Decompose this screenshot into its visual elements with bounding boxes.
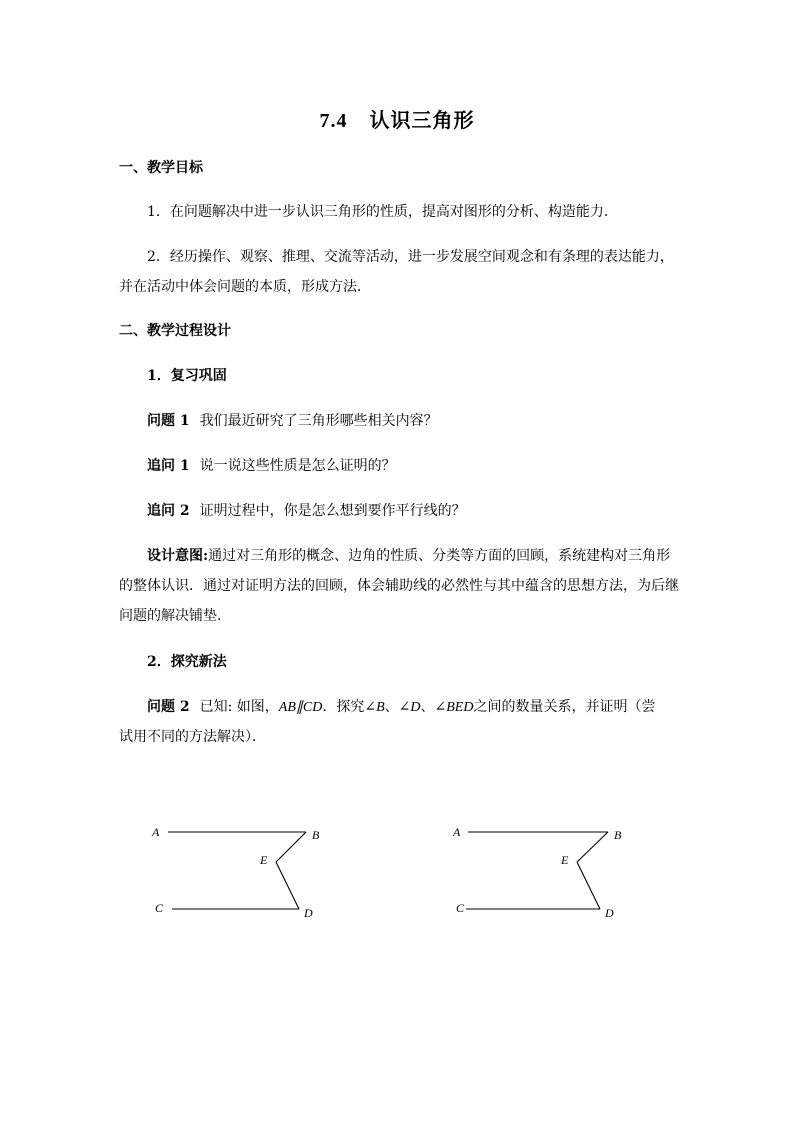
design-intent-label: 设计意图: xyxy=(147,548,209,564)
label-b: B xyxy=(614,828,622,842)
segment-be xyxy=(276,832,306,862)
follow-up-2-text: 证明过程中，你是怎么想到要作平行线的？ xyxy=(199,503,466,519)
question-2-mid: ．探究∠ xyxy=(322,699,377,715)
design-intent-text-1: 通过对三角形的概念、边角的性质、分类等方面的回顾，系统建构对三角形 xyxy=(208,548,671,564)
label-a: A xyxy=(152,825,160,839)
goal-1: 1．在问题解决中进一步认识三角形的性质，提高对图形的分析、构造能力． xyxy=(147,204,618,220)
label-e: E xyxy=(561,853,569,867)
page-title xyxy=(0,104,794,133)
question-2-label: 问题 2 xyxy=(147,699,190,715)
segment-ed xyxy=(577,862,600,909)
subsection-review: 1．复习巩固 xyxy=(147,368,227,384)
question-2-sep-2: 、∠ xyxy=(420,699,447,715)
label-a: A xyxy=(453,825,461,839)
follow-up-2 xyxy=(147,501,707,521)
follow-up-1 xyxy=(147,456,707,476)
subsection-explore: 2．探究新法 xyxy=(147,654,227,670)
math-angle-b: B xyxy=(376,700,385,715)
label-d: D xyxy=(605,906,614,920)
label-c: C xyxy=(155,901,164,915)
segment-ed xyxy=(276,862,299,909)
title-text: 认识三角形 xyxy=(369,108,475,132)
question-2-line-1 xyxy=(147,697,707,718)
follow-up-1-text: 说一说这些性质是怎么证明的？ xyxy=(199,458,396,474)
question-2-line-2: 试用不同的方法解决）． xyxy=(119,729,266,745)
design-intent-line-3: 问题的解决铺垫． xyxy=(119,608,231,624)
figure-left xyxy=(140,815,340,925)
question-1-label: 问题 1 xyxy=(147,413,190,429)
math-angle-d: D xyxy=(410,700,421,715)
label-c: C xyxy=(456,901,465,915)
label-b: B xyxy=(312,828,320,842)
question-2-sep-1: 、∠ xyxy=(384,699,411,715)
goal-2-line-1: 2．经历操作、观察、推理、交流等活动，进一步发展空间观念和有条理的表达能力， xyxy=(147,249,674,265)
question-1 xyxy=(147,411,707,431)
design-intent-line-2: 的整体认识．通过对证明方法的回顾，体会辅助线的必然性与其中蕴含的思想方法，为后继 xyxy=(119,578,679,594)
title-number: 7.4 xyxy=(319,110,348,132)
question-2-prefix: 已知: 如图， xyxy=(199,699,279,715)
section-heading-goals: 一、教学目标 xyxy=(119,160,203,176)
design-intent-line-1 xyxy=(147,546,707,566)
label-e: E xyxy=(260,853,268,867)
question-2-suffix: 之间的数量关系，并证明（尝 xyxy=(473,699,656,715)
question-1-text: 我们最近研究了三角形哪些相关内容？ xyxy=(199,413,438,429)
follow-up-2-label: 追问 2 xyxy=(147,503,190,519)
section-heading-process: 二、教学过程设计 xyxy=(119,323,231,339)
segment-be xyxy=(577,832,608,862)
math-angle-bed: BED xyxy=(446,700,474,715)
follow-up-1-label: 追问 1 xyxy=(147,458,190,474)
math-ab-parallel-cd: AB∥CD xyxy=(278,700,323,715)
goal-2-line-2: 并在活动中体会问题的本质，形成方法． xyxy=(119,279,371,295)
figure-right xyxy=(442,815,642,925)
label-d: D xyxy=(304,906,313,920)
